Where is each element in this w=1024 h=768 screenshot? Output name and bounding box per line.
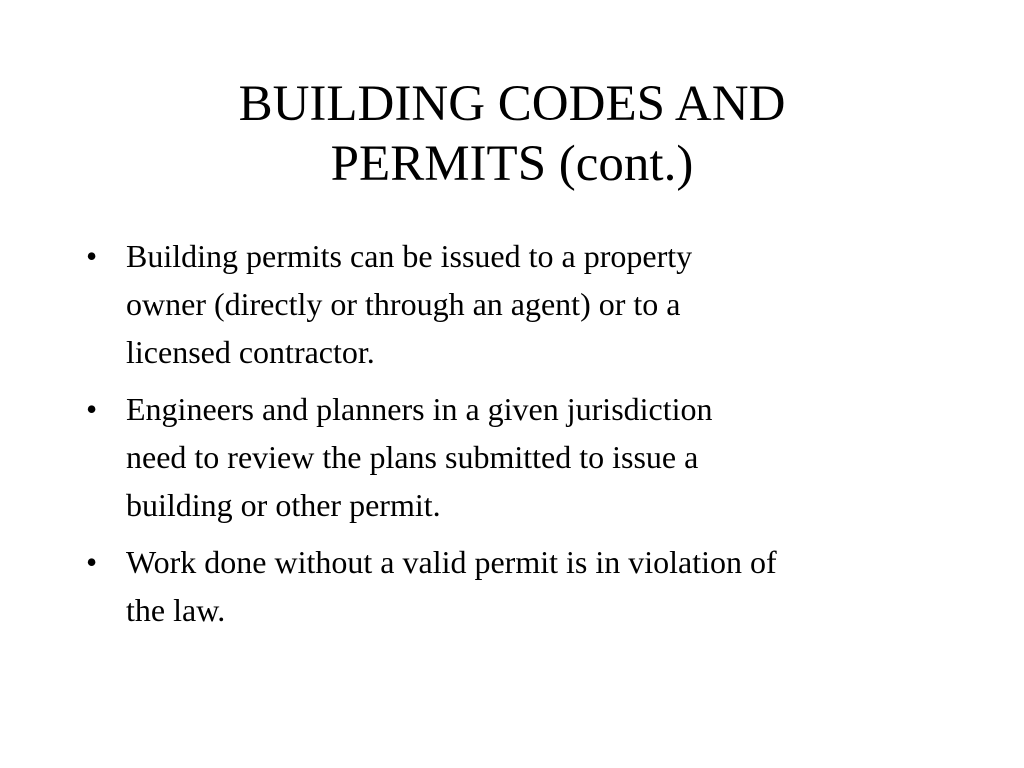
bullet-marker: • [86,391,98,427]
title-line-1: BUILDING CODES AND [238,76,786,132]
bullet-marker: • [86,544,98,580]
bullet-item-1 [86,232,956,376]
bullet-list [86,232,956,643]
slide-title [0,74,1024,194]
bullet-line: Building permits can be issued to a property [126,238,693,274]
bullet-line: the law. [126,592,226,628]
bullet-marker: • [86,238,98,274]
bullet-line: Work done without a valid permit is in violation of [126,544,777,580]
bullet-line: building or other permit. [126,487,441,523]
bullet-line: Engineers and planners in a given jurisdiction [126,391,713,427]
bullet-line: licensed contractor. [126,334,375,370]
bullet-item-3 [86,538,956,634]
title-line-2: PERMITS (cont.) [330,136,694,192]
bullet-item-2 [86,385,956,529]
bullet-line: owner (directly or through an agent) or to a [126,286,681,322]
bullet-line: need to review the plans submitted to issue a [126,439,699,475]
